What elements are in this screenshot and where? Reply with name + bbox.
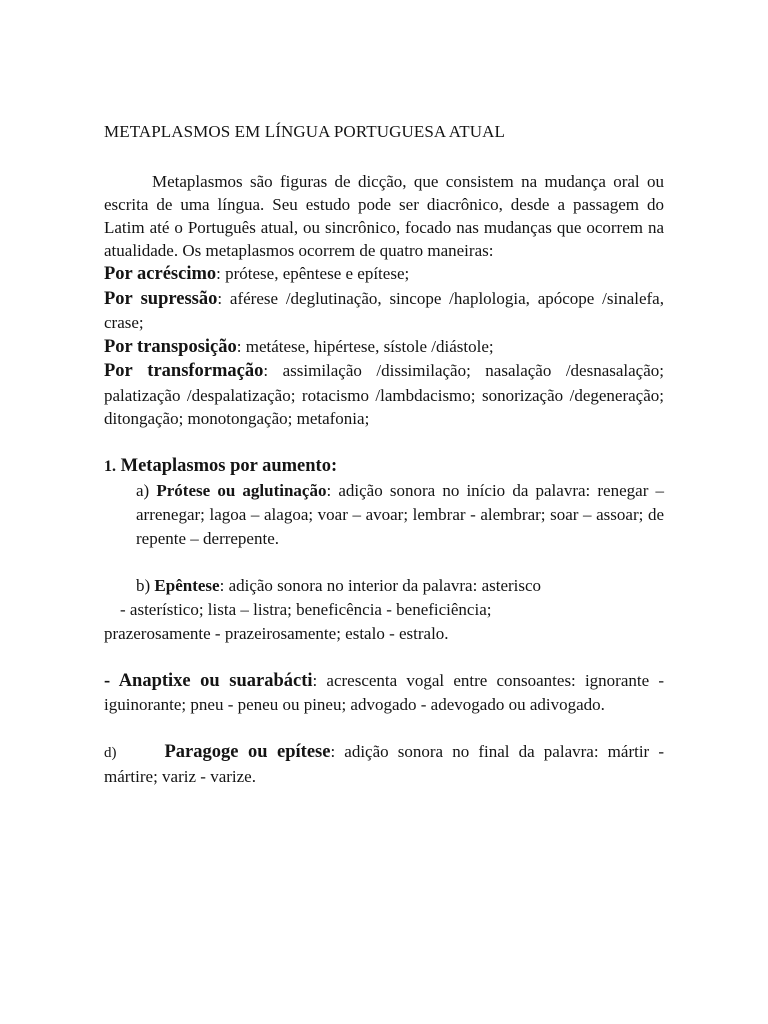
item-term: Epêntese [154,575,220,595]
category-text: : assimilação /dissimilação; nasalação /desnasalação; palatização /despalatização; rotacismo /lambdacismo; sonorização /degeneração; ditongação; monotongação; metafonia; [104,361,665,428]
item-d [104,740,664,789]
item-text: : acrescenta vogal entre consoantes: ignorante - iguinorante; pneu - peneu ou pineu; advogado - adevogado ou adivogado. [104,670,664,714]
category-text: : metátese, hipértese, sístole /diástole; [236,336,494,356]
document-title: METAPLASMOS EM LÍNGUA PORTUGUESA ATUAL [104,122,505,141]
item-b-line-3: prazerosamente - prazeirosamente; estalo - estralo. [104,623,449,643]
category-transposicao [104,335,664,360]
category-supressao [104,287,664,335]
item-text: : adição sonora no interior da palavra: asterisco [219,575,542,595]
item-b [104,574,664,646]
item-text: : adição sonora no final da palavra: mártir - mártire; variz - varize. [104,741,664,786]
category-term: Por supressão [104,288,218,309]
item-marker: d) [104,744,117,761]
item-text: : adição sonora no início da palavra: renegar – arrenegar; lagoa – alagoa; voar – avoar; lembrar - alembrar; soar – assoar; de repente – derrepente. [136,480,664,548]
section-heading [104,454,664,479]
item-term: Paragoge ou epítese [164,741,331,762]
item-c [104,669,664,717]
category-text: : aférese /deglutinação, sincope /haplologia, apócope /sinalefa, crase; [104,288,664,332]
item-marker: b) [136,575,151,595]
intro-paragraph: Metaplasmos são figuras de dicção, que consistem na mudança oral ou escrita de uma língua. Seu estudo pode ser diacrônico, desde a passagem do Latim até o Português atual, ou sincrônico, focado nas mudanças que ocorrem na atualidade. Os metaplasmos ocorrem de quatro maneiras: [104,172,664,260]
item-b-line-1 [104,574,664,598]
category-text: : prótese, epêntese e epítese; [216,264,410,283]
category-acrescimo [104,262,664,287]
item-b-line-2: - asterístico; lista – listra; beneficência - beneficiência; [120,599,492,619]
item-marker: a) [136,480,150,500]
category-term: Por transformação [104,361,264,381]
document-page [104,120,664,789]
section-heading-text: Metaplasmos por aumento: [116,455,338,476]
item-a [136,479,664,551]
section-number: 1. [104,457,116,475]
category-term: Por transposição [104,336,237,357]
category-transformacao [104,359,664,431]
category-term: Por acréscimo [104,264,217,284]
item-term: Prótese ou aglutinação [156,480,327,500]
item-term: - Anaptixe ou suarabácti [104,670,313,691]
